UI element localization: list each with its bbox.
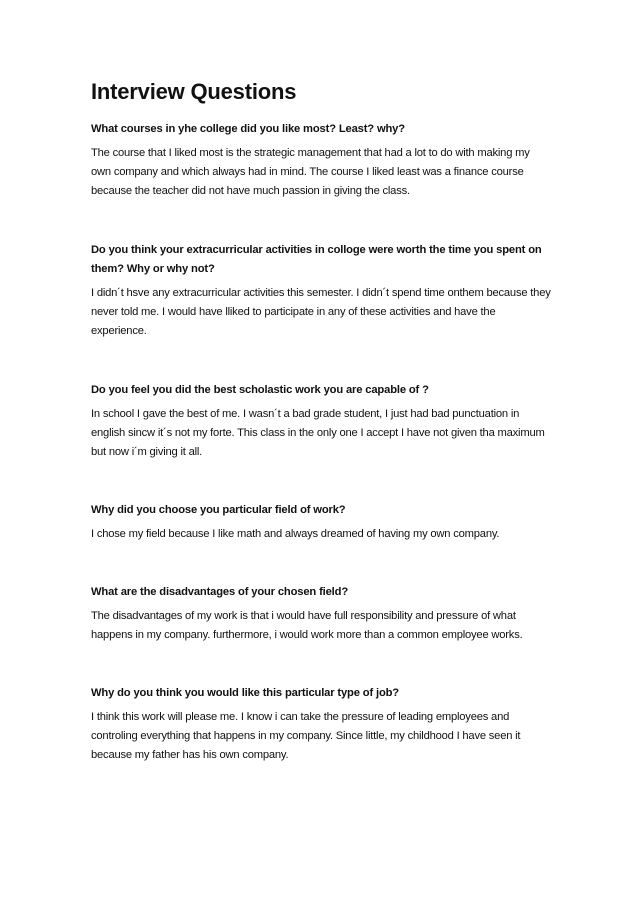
question-text: Do you feel you did the best scholastic work you are capable of ? (91, 384, 429, 396)
answer-text: I think this work will please me. I know i can take the pressure of leading employees and controling everything that happens in my company. Since little, my childhood I have seen it because my father has his own company. (91, 711, 521, 761)
answer-text: I chose my field because I like math and always dreamed of having my own company. (91, 528, 500, 540)
qa-item (91, 684, 551, 765)
qa-item (91, 241, 551, 341)
qa-item (91, 501, 551, 544)
answer-text: The disadvantages of my work is that i would have full responsibility and pressure of what happens in my company. furthermore, i would work more than a common employee works. (91, 610, 523, 641)
qa-item (91, 583, 551, 645)
answer-text: I didn´t hsve any extracurricular activities this semester. I didn´t spend time onthem because they never told me. I would have lliked to participate in any of these activities and have the experience. (91, 287, 551, 337)
question-text: What courses in yhe college did you like most? Least? why? (91, 123, 405, 135)
answer-text: The course that I liked most is the strategic management that had a lot to do with making my own company and which always had in mind. The course I liked least was a finance course because the teacher did not have much passion in giving the class. (91, 147, 530, 197)
question-text: Do you think your extracurricular activities in colloge were worth the time you spent on them? Why or why not? (91, 244, 542, 275)
document-page (91, 78, 551, 765)
question-text: Why did you choose you particular field of work? (91, 504, 346, 516)
question-text: Why do you think you would like this particular type of job? (91, 687, 399, 699)
qa-item (91, 120, 551, 201)
document-title: Interview Questions (91, 79, 297, 104)
qa-item (91, 381, 551, 462)
answer-text: In school I gave the best of me. I wasn´t a bad grade student, I just had bad punctuation in english sincw it´s not my forte. This class in the only one I accept I have not given tha maximum but now i´m giving it all. (91, 408, 545, 458)
question-text: What are the disadvantages of your chosen field? (91, 586, 349, 598)
